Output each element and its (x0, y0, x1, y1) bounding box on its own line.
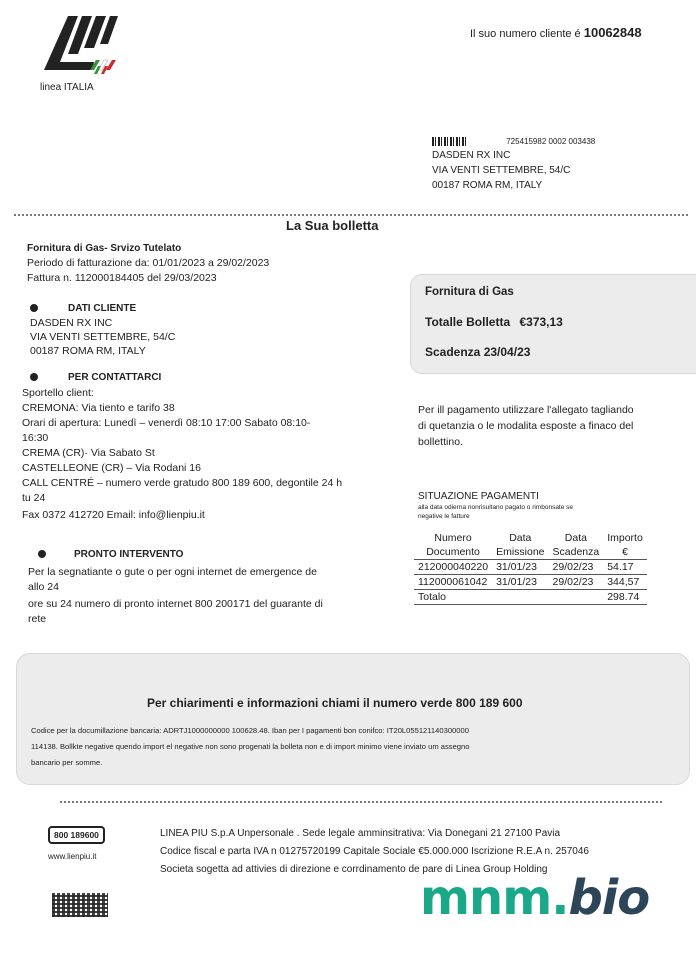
payment-note (418, 402, 634, 450)
client-number-line (470, 25, 642, 42)
contact-line: Orari di apertura: Lunedì – venerdì 08:10 17:00 Sabato 08:10- (22, 417, 311, 429)
table-row (414, 575, 647, 590)
supply-info (27, 241, 269, 286)
cell: 31/01/23 (492, 575, 548, 590)
watermark (420, 868, 649, 928)
barcode-icon (432, 137, 466, 146)
cell: 212000040220 (414, 560, 492, 575)
cell: 31/01/23 (492, 560, 548, 575)
payment-note-line: bollettino. (418, 436, 463, 448)
client-number: 10062848 (583, 25, 642, 40)
cell: 29/02/23 (549, 560, 604, 575)
qr-code (52, 893, 108, 917)
table-row (414, 560, 647, 575)
address-block (432, 136, 595, 193)
contact-line: tu 24 (22, 492, 46, 504)
company-logo (38, 14, 128, 94)
contact-line: Sportello client: (22, 387, 94, 399)
info-fine-line: Codice per la documillazione bancaria: ADRTJ1000000000 100628.48. Iban per I pagamenti bon conifco: IT20L055121140300000 (31, 726, 469, 735)
emergency-heading-row (38, 547, 183, 562)
contact-heading-row (30, 370, 161, 385)
payments-subtitle: alla data odierna nonrisultano pagato o rimbonsate se (418, 504, 574, 511)
badge-number: 800 189600 (54, 830, 99, 840)
phone-icon (30, 373, 38, 381)
payment-note-line: Per ill pagamento utilizzare l'allegato tagliando (418, 404, 634, 416)
watermark-part2: bio (568, 870, 650, 926)
summary-due-row (425, 345, 530, 360)
contact-email-line: Fax 0372 412720 Email: info@lienpiu.it (22, 509, 205, 521)
total-value: €373,13 (519, 315, 563, 329)
info-headline: Per chiarimenti e informazioni chiami il numero verde 800 189 600 (147, 696, 523, 710)
info-box (16, 653, 690, 785)
bill-summary-card (410, 274, 696, 374)
contact-line: CALL CENTRÉ – numero verde gratudo 800 189 600, degontile 24 h (22, 477, 343, 489)
cell: 29/02/23 (549, 575, 604, 590)
client-number-label: Il suo numero cliente é (470, 28, 581, 40)
table-total-row (414, 590, 647, 605)
customer-street: VIA VENTI SETTEMBRE, 54/C (30, 331, 176, 343)
address-city: 00187 ROMA RM, ITALY (432, 180, 543, 191)
emergency-icon (38, 550, 46, 558)
emergency-line: ore su 24 numero di pronto internet 800 200171 del guarante di (28, 598, 323, 610)
watermark-part1: mnm. (420, 870, 569, 926)
contact-line: CREMA (CR)· Via Sabato St (22, 447, 155, 459)
footer-website: www.lienpiu.it (48, 852, 97, 861)
emergency-lines (28, 565, 323, 627)
divider-bottom (60, 801, 662, 803)
contact-line: CASTELLEONE (CR) – Via Rodani 16 (22, 462, 201, 474)
customer-section (30, 301, 175, 358)
emergency-heading: PRONTO INTERVENTO (74, 549, 184, 560)
invoice-number: Fattura n. 112000184405 del 29/03/2023 (27, 272, 217, 284)
customer-name: DASDEN RX INC (30, 317, 113, 329)
emergency-line: Per la segnatiante o gute o per ogni internet de emergence de (28, 566, 317, 578)
contact-line: CREMONA: Via tiento e tarifo 38 (22, 402, 175, 414)
contact-line: 16:30 (22, 432, 49, 444)
divider-top (14, 214, 688, 216)
emergency-line: allo 24 (28, 581, 59, 593)
address-street: VIA VENTI SETTEMBRE, 54/C (432, 165, 571, 176)
emergency-line: rete (28, 613, 47, 625)
payments-title: SITUAZIONE PAGAMENTI (418, 491, 539, 502)
col-header: Data Scadenza (549, 531, 604, 560)
cell: 112000061042 (414, 575, 492, 590)
supply-title: Fornitura di Gas- Srvizo Tutelato (27, 243, 182, 254)
summary-total-row (425, 315, 563, 330)
phone-badge (48, 826, 105, 844)
payment-note-line: di quetanzia o le modalita esposte a finaco del (418, 420, 634, 432)
payments-subtitle: negative le fatture (418, 513, 470, 520)
contact-lines (22, 386, 342, 523)
info-fine-line: 114138. Bollkte negative quendo import el negative non sono progenati la bolleta non e di import minimo viene inviato um assegno (31, 742, 470, 751)
total-label: Totalle Bolletta (425, 315, 511, 329)
footer-line: Societa sogetta ad attivies di direzione e corrdinamento de pare di Linea Group Holding (160, 864, 548, 875)
payments-table (414, 531, 647, 605)
due-label: Scadenza (425, 345, 481, 359)
total-value-cell: 298.74 (603, 590, 647, 605)
customer-city: 00187 ROMA RM, ITALY (30, 345, 146, 357)
barcode-label: 725415982 0002 003438 (506, 137, 596, 146)
linea-logo-mark (38, 14, 122, 80)
footer-line: LINEA PIU S.p.A Unpersonale . Sede legale amminsitrativa: Via Donegani 21 27100 Pavia (160, 828, 561, 839)
total-label-cell: Totalo (414, 590, 492, 605)
billing-period: Periodo di fatturazione da: 01/01/2023 a 29/02/2023 (27, 257, 270, 269)
cell: 54.17 (603, 560, 647, 575)
col-header: Numero Documento (414, 531, 492, 560)
contact-heading: PER CONTATTARCI (68, 372, 162, 383)
customer-heading: DATI CLIENTE (68, 303, 137, 314)
logo-text: linea ITALIA (40, 82, 94, 93)
customer-icon (30, 304, 38, 312)
table-header (414, 531, 647, 560)
col-header: Data Emissione (492, 531, 548, 560)
info-fine-line: bancario per somme. (31, 758, 103, 767)
bill-title: La Sua bolletta (286, 218, 379, 233)
address-name: DASDEN RX INC (432, 150, 511, 161)
footer-line: Codice fiscal e parta IVA n 01275720199 Capitale Sociale €5.000.000 Iscrizione R.E.A n. 257046 (160, 846, 589, 857)
due-value: 23/04/23 (483, 345, 531, 359)
payments-section (418, 490, 573, 521)
col-header: Importo € (603, 531, 647, 560)
summary-title: Fornitura di Gas (425, 286, 514, 298)
cell: 344,57 (603, 575, 647, 590)
